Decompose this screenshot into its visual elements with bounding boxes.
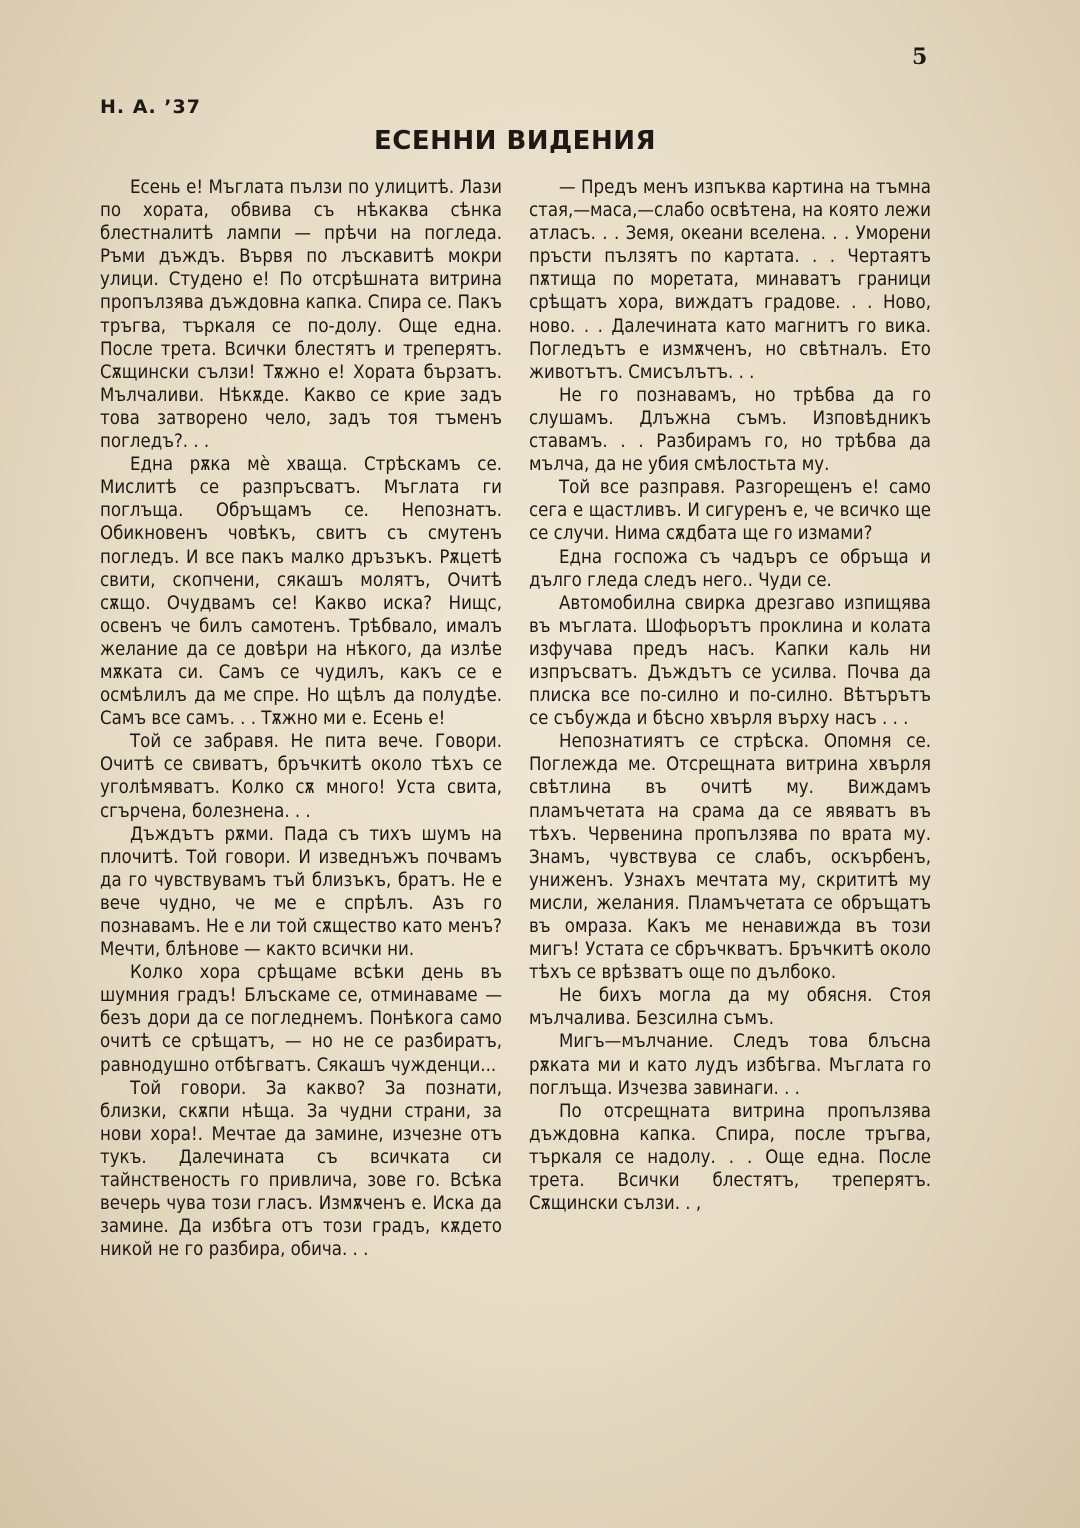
- paragraph: Една рѫка мѐ хваща. Стрѣскамъ се. Мислитѣ се разпръсватъ. Мъглата ги поглъща. Обръщамъ се. Непознатъ. Обикновенъ човѣкъ, свитъ съ смутенъ погледъ. И все пакъ малко дръзъкъ. Рѫцетѣ свити, скопчени, сякашъ молятъ, Очитѣ сѫщо. Очудвамъ се! Какво иска? Нищс, освенъ че билъ самотенъ. Трѣбвало, ималъ желание да се довѣри на нѣкого, да излѣе мѫката си. Самъ се чудилъ, какъ се е осмѣлилъ да ме спре. Но щѣлъ да полудѣе. Самъ все самъ. . . Тѫжно ми е. Есень е!: [100, 454, 502, 730]
- paragraph: Той все разправя. Разгорещенъ е! само сега е щастливъ. И сигуренъ е, че всичко ще се случи. Нима сѫдбата ще го измами?: [529, 477, 931, 545]
- paragraph: — Предъ менъ изпъква картина на тъмна стая,—маса,—слабо освѣтена, на която лежи атласъ. . . Земя, океани вселена. . . Уморени пръсти пълзятъ по картата. . . Чертаятъ пѫтища по моретата, минаватъ граници срѣщатъ хора, виждатъ градове. . . Ново, ново. . . Далечината като магнитъ го вика. Погледътъ е измѫченъ, но свѣтналъ. Ето животътъ. Смисълътъ. . .: [529, 177, 931, 383]
- paragraph: Една госпожа съ чадъръ се обръща и дълго гледа следъ него.. Чуди се.: [529, 546, 931, 591]
- author-mark: Н. А. ’37: [100, 96, 201, 118]
- paragraph: По отсрещната витрина пропълзява дъждовна капка. Спира, после тръгва, търкаля се надолу. . . Още една. После трета. Всички блестятъ, треперятъ. Сѫщински сълзи. . ,: [529, 1100, 931, 1215]
- paragraph: Не го познавамъ, но трѣбва да го слушамъ. Длъжна съмъ. Изповѣдникъ ставамъ. . . Разбирамъ го, но трѣбва да мълча, да не убия смѣлостьта му.: [529, 384, 931, 476]
- paragraph: Той се забравя. Не пита вече. Говори. Очитѣ се свиватъ, бръчкитѣ около тѣхъ се уголѣмяватъ. Колко сѫ много! Уста свита, сгърчена, болезнена. . .: [100, 731, 502, 822]
- paragraph: Дъждътъ рѫми. Пада съ тихъ шумъ на плочитѣ. Той говори. И изведнъжъ почвамъ да го чувствувамъ тъй близъкъ, братъ. Не е вече чудно, че ме е спрѣлъ. Азъ го познавамъ. Не е ли той сѫщество като менъ? Мечти, блѣнове — както всички ни.: [100, 823, 502, 961]
- article-title: ЕСЕННИ ВИДЕНИЯ: [374, 126, 656, 156]
- right-column: [529, 176, 931, 1215]
- paragraph: Мигъ—мълчание. Следъ това блъсна рѫката ми и като лудъ избѣгва. Мъглата го поглъща. Изчезва завинаги. . .: [529, 1031, 931, 1099]
- paragraph: Непознатиятъ се стрѣска. Опомня се. Поглежда ме. Отсрещната витрина хвърля свѣтлина въ очитѣ му. Виждамъ пламъчетата на срама да се явяватъ въ тѣхъ. Червенина пропълзява по врата му. Знамъ, чувствува се слабъ, оскърбенъ, униженъ. Узнахъ мечтата му, скрититѣ му мисли, желания. Пламъчетата се обръщатъ въ омраза. Какъ ме ненавижда въ този мигъ! Устата се сбръчкватъ. Бръчкитѣ около тѣхъ се врѣзватъ още по дълбоко.: [529, 731, 931, 984]
- paragraph: Не бихъ могла да му обясня. Стоя мълчалива. Безсилна съмъ.: [529, 985, 931, 1030]
- page-number: 5: [912, 44, 928, 70]
- paragraph: Той говори. За какво? За познати, близки, скѫпи нѣща. За чудни страни, за нови хора!. Мечтае да замине, изчезне отъ тукъ. Далечината съ всичката си тайнственость го привлича, зове го. Всѣка вечерь чува този гласъ. Измѫченъ е. Иска да замине. Да избѣга отъ този градъ, кѫдето никой не го разбира, обича. . .: [100, 1077, 502, 1261]
- left-column: [100, 176, 502, 1261]
- paragraph: Колко хора срѣщаме всѣки день въ шумния градъ! Блъскаме се, отминаваме — безъ дори да се погледнемъ. Понѣкога само очитѣ се срѣщатъ, — но не се разбиратъ, равнодушно отбѣгватъ. Сякашъ чужденци...: [100, 962, 502, 1076]
- paragraph: Автомобилна свирка дрезгаво изпищява въ мъглата. Шофьорътъ проклина и колата изфучава предъ насъ. Капки каль ни изпръсватъ. Дъждътъ се усилва. Почва да плиска все по-силно и по-силно. Вѣтърътъ се събужда и бѣсно хвърля върху насъ . . .: [529, 592, 931, 730]
- paragraph: Есень е! Мъглата пълзи по улицитѣ. Лази по хората, обвива съ нѣкаква сѣнка блестналитѣ лампи — прѣчи на погледа. Ръми дъждъ. Вървя по лъскавитѣ мокри улици. Студено е! По отсрѣшната витрина пропълзява дъждовна капка. Спира се. Пакъ тръгва, търкаля се по-долу. Още една. После трета. Всички блестятъ и треперятъ. Сѫщински сълзи! Тѫжно е! Хората бързатъ. Мълчаливи. Нѣкѫде. Какво се крие задъ това затворено чело, задъ тоя тъменъ погледъ?. . .: [100, 177, 502, 453]
